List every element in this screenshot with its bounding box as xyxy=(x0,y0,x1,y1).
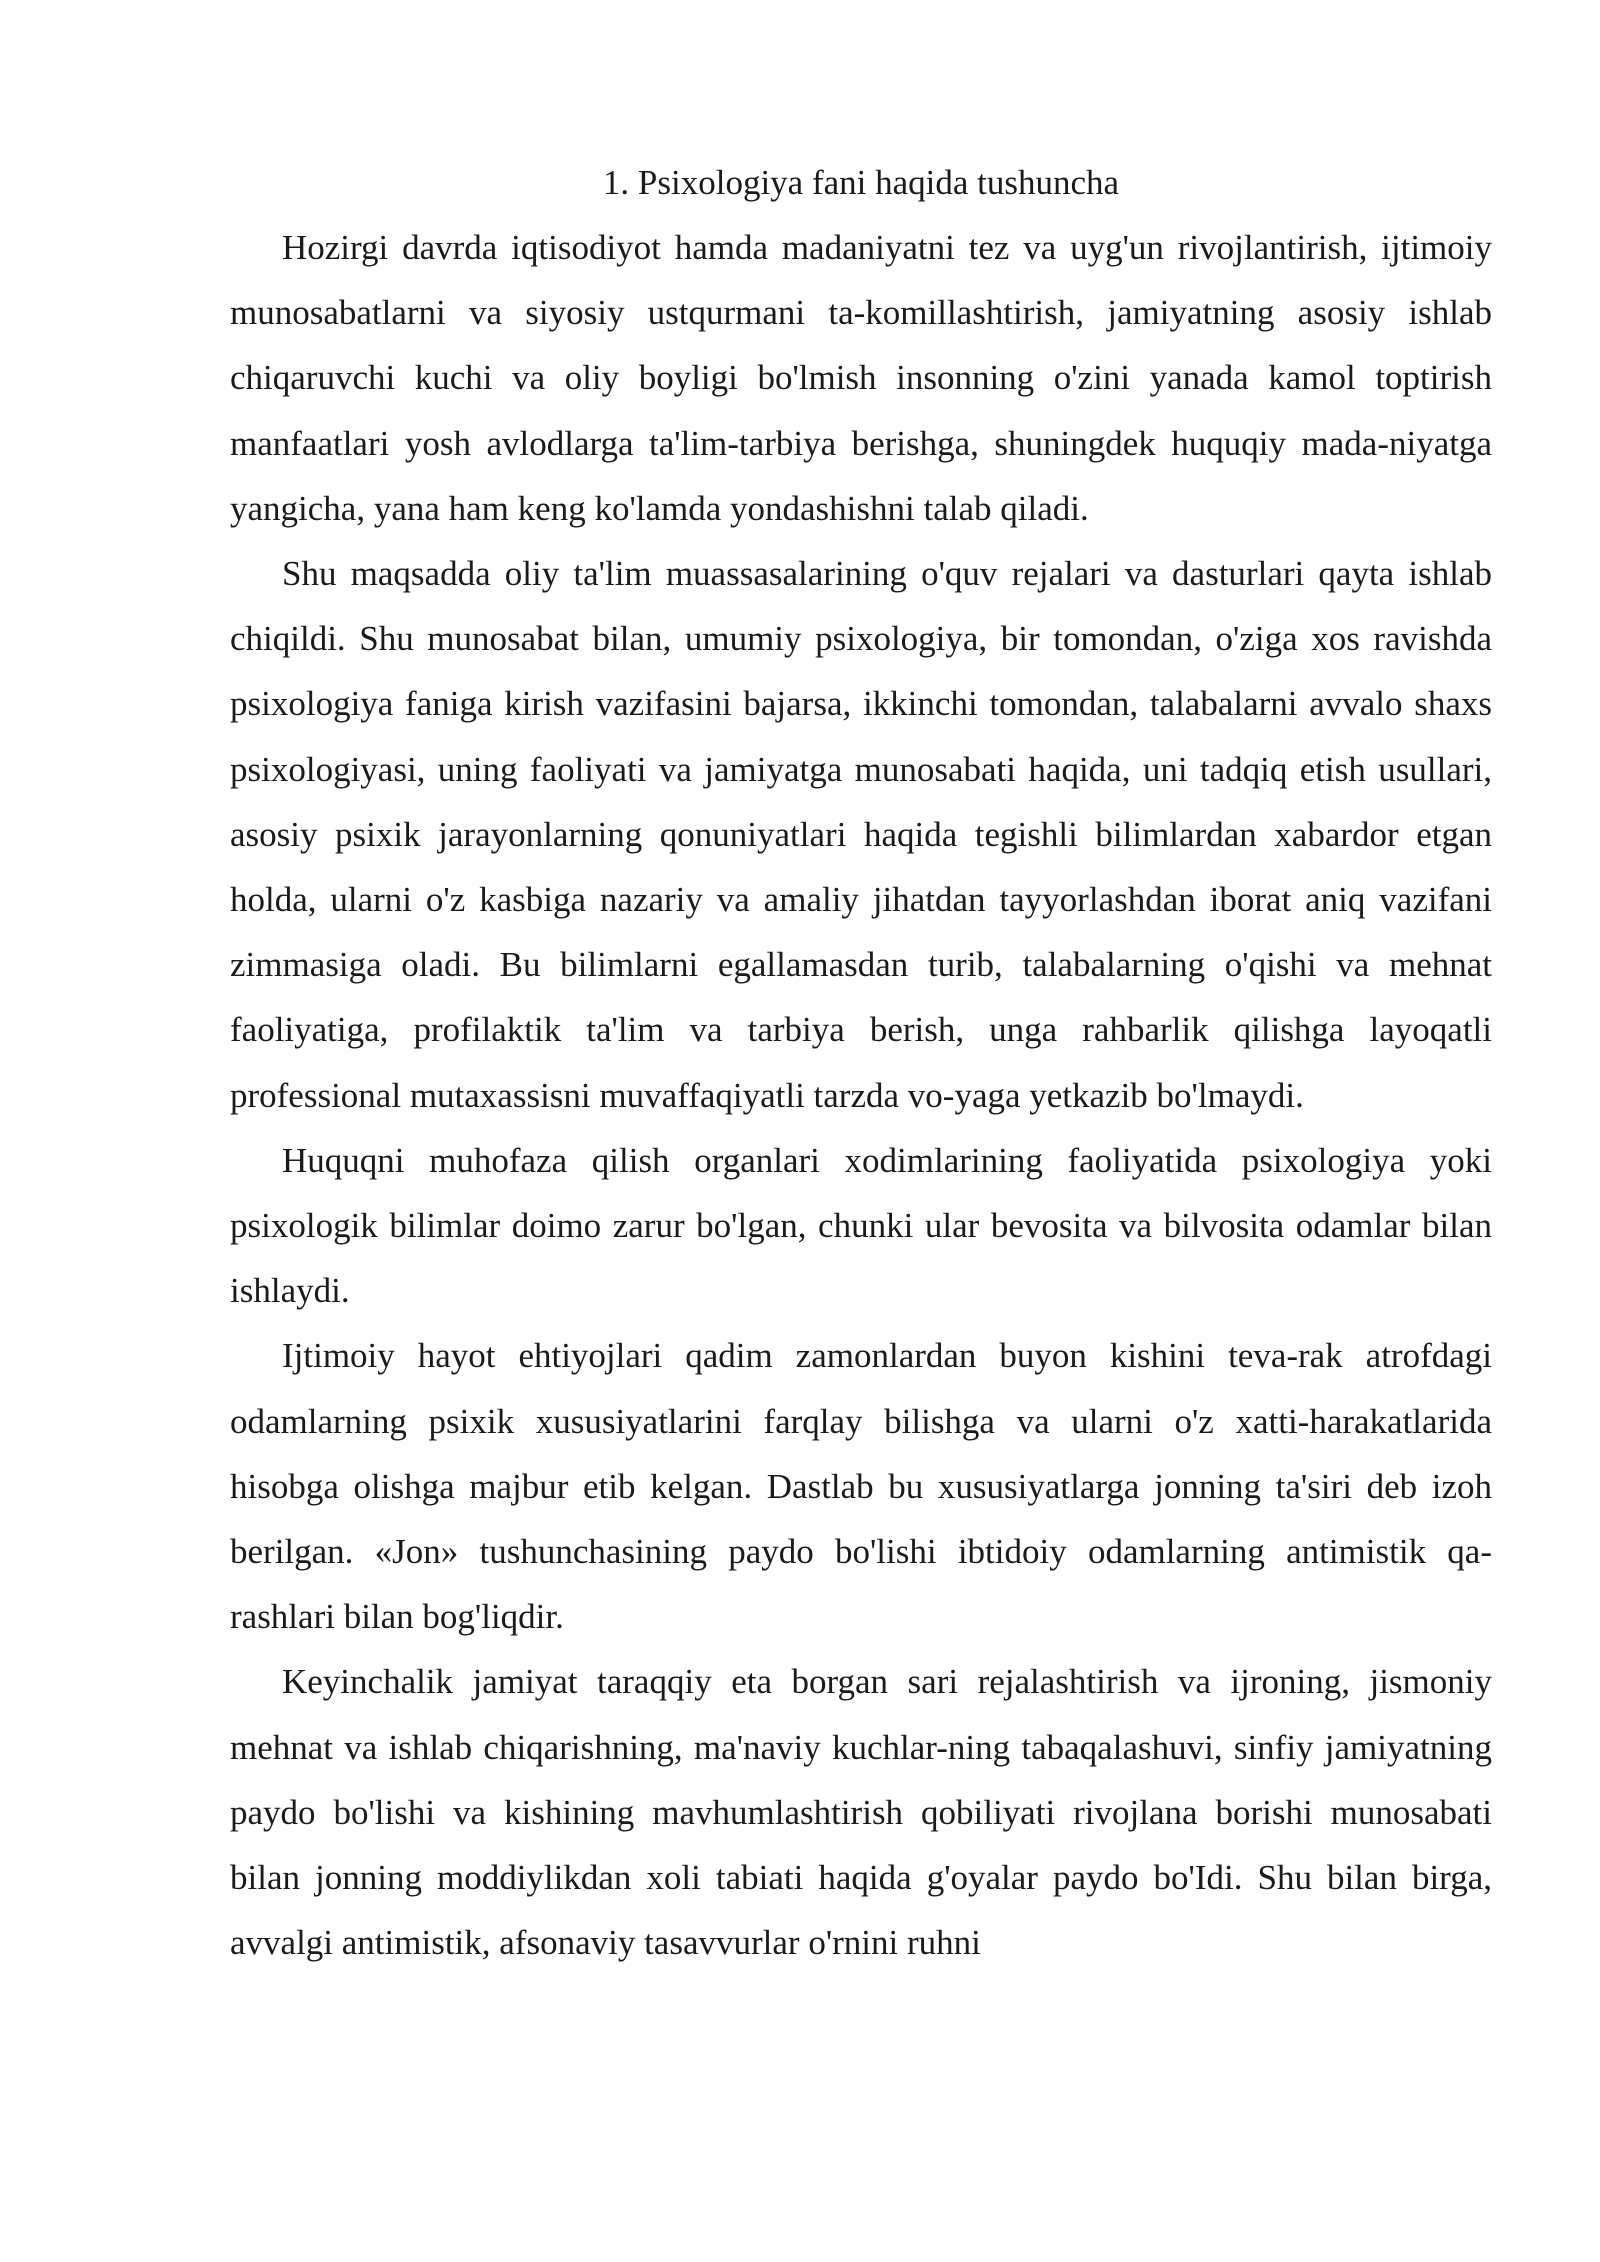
paragraph-1: Hozirgi davrda iqtisodiyot hamda madaniyatni tez va uyg'un rivojlantirish, ijtimoiy munosabatlarni va siyosiy ustqurmani ta-komillashtirish, jamiyatning asosiy ishlab chiqaruvchi kuchi va oliy boyligi bo'lmish insonning o'zini yanada kamol toptirish manfaatlari yosh avlodlarga ta'lim-tarbiya berishga, shuningdek huquqiy mada-niyatga yangicha, yana ham keng ko'lamda yondashishni talab qiladi. xyxy=(230,228,1492,528)
section-title: 1. Psixologiya fani haqida tushuncha xyxy=(602,163,1120,202)
paragraph-2: Shu maqsadda oliy ta'lim muassasalarining o'quv rejalari va dasturlari qayta ishlab chiqildi. Shu munosabat bilan, umumiy psixologiya, bir tomondan, o'ziga xos ravishda psixologiya faniga kirish vazifasini bajarsa, ikkinchi tomondan, talabalarni avvalo shaxs psixologiyasi, uning faoliyati va jamiyatga munosabati haqida, uni tadqiq etish usullari, asosiy psixik jarayonlarning qonuniyatlari haqida tegishli bilimlardan xabardor etgan holda, ularni o'z kasbiga nazariy va amaliy jihatdan tayyorlashdan iborat aniq vazifani zimmasiga oladi. Bu bilimlarni egallamasdan turib, talabalarning o'qishi va mehnat faoliyatiga, profilaktik ta'lim va tarbiya berish, unga rahbarlik qilishga layoqatli professional mutaxassisni muvaffaqiyatli tarzda vo-yaga yetkazib bo'lmaydi. xyxy=(230,554,1492,1115)
paragraph-3: Huquqni muhofaza qilish organlari xodimlarining faoliyatida psixologiya yoki psixologik bilimlar doimo zarur bo'lgan, chunki ular bevosita va bilvosita odamlar bilan ishlaydi. xyxy=(230,1140,1492,1311)
paragraph-5: Keyinchalik jamiyat taraqqiy eta borgan sari rejalashtirish va ijroning, jismoniy mehnat va ishlab chiqarishning, ma'naviy kuchlar-ning tabaqalashuvi, sinfiy jamiyatning paydo bo'lishi va kishining mavhumlashtirish qobiliyati rivojlana borishi munosabati bilan jonning moddiylikdan xoli tabiati haqida g'oyalar paydo bo'Idi. Shu bilan birga, avvalgi antimistik, afsonaviy tasavvurlar o'rnini ruhni xyxy=(230,1662,1492,1963)
document-page xyxy=(230,150,1492,1975)
paragraph-4: Ijtimoiy hayot ehtiyojlari qadim zamonlardan buyon kishini teva-rak atrofdagi odamlarning psixik xususiyatlarini farqlay bilishga va ularni o'z xatti-harakatlarida hisobga olishga majbur etib kelgan. Dastlab bu xususiyatlarga jonning ta'siri deb izoh berilgan. «Jon» tushunchasining paydo bo'lishi ibtidoiy odamlarning antimistik qa-rashlari bilan bog'liqdir. xyxy=(230,1336,1492,1637)
